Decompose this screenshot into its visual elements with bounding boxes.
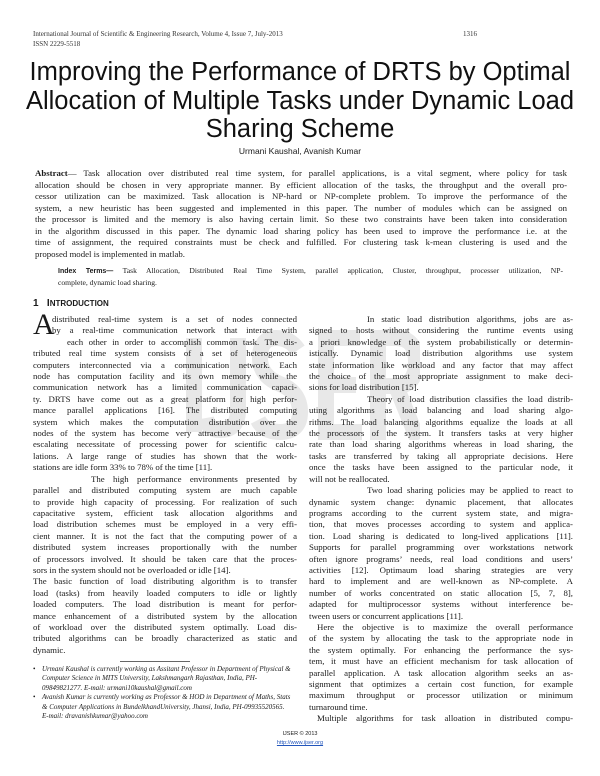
paragraph — [33, 308, 297, 474]
section-number: 1 — [33, 298, 39, 309]
text-line: dynamic. — [33, 644, 66, 655]
text-line: a priori knowledge of the system probabilistically or determin- — [309, 336, 573, 347]
text-line: lations. A large range of studies has shown that the work- — [33, 450, 297, 461]
abstract-line: proposed model is implemented in matlab. — [35, 248, 186, 259]
paragraph — [309, 713, 573, 724]
abstract-line: in the algorithm discussed in this paper. The dynamic load sharing policy has been used to improve the performance i.e. at the — [35, 225, 567, 236]
paragraph — [309, 394, 573, 485]
text-line: adapted for multiprocessor systems without interference be- — [309, 599, 573, 610]
text-line: loaded computers. The load distribution is meant for perfor- — [33, 599, 297, 610]
paragraph — [309, 485, 573, 622]
text-line: tem, it must have an efficient mechanism for task allocation of — [309, 656, 573, 667]
text-line: tion, that moves processes according to system and applica- — [309, 519, 573, 530]
paper-title — [20, 58, 580, 144]
paragraph — [33, 576, 297, 656]
text-line: the processors of the system. It transfers tasks at very higher — [309, 428, 573, 439]
text-line: load (tasks) from heavily loaded computers to idle or lightly — [33, 587, 297, 598]
text-line: dynamic system change: dynamic placement, that allocates — [309, 496, 573, 507]
index-terms-text: Task Allocation, Distributed Real Time System, parallel application, Cluster, throughput, processer utilization, NP- — [122, 266, 563, 275]
issn: ISSN 2229-5518 — [33, 40, 81, 48]
abstract-line: time of assignment, the required constraints must be check and fulfilled. For clustering task k-mean clustering is used and the — [35, 237, 567, 247]
text-line: will not be reallocated. — [309, 473, 390, 484]
text-line: sors in the system should not be overloaded or idle [14]. — [33, 564, 231, 575]
page-number: 1316 — [463, 30, 477, 38]
text-line: escalating necessitate of processing power for scientific calcu- — [33, 439, 297, 450]
index-terms-line — [58, 266, 563, 278]
text-line: mance parallel applications [16]. The distributed computing — [33, 405, 297, 416]
right-column — [309, 314, 573, 725]
text-line: of processors involved. It should be taken care that the proces- — [33, 553, 297, 564]
section-title: NTRODUCTION — [49, 299, 109, 308]
title-line: Improving the Performance of DRTS by Optimal — [29, 58, 571, 86]
text-line: number of works concentrated on static allocation [5, 7, 8], — [309, 587, 573, 598]
text-line: Two load sharing policies may be applied to react to — [367, 485, 573, 496]
authors: Urmani Kaushal, Avanish Kumar — [238, 146, 362, 156]
footer-link[interactable]: http://www.ijser.org — [276, 740, 324, 746]
text-line: state information like workload and any factor that may affect — [309, 359, 573, 370]
text-line: nodes of the system has become very attractive because of the — [33, 428, 297, 439]
abstract-dash: — — [67, 168, 84, 178]
abstract-line: allocation should be chosen in very appropriate manner. By efficient allocation of the tasks, the throughput and the overall pro- — [35, 179, 567, 190]
abstract-line — [35, 168, 567, 180]
text-line: node has computation facility and its own memory while the — [33, 371, 297, 382]
text-line: ty. DRTS have come out as a great platform for high perfor- — [33, 393, 297, 404]
text-line: tasks are transferred by taking all appropriate decisions. Here — [309, 450, 573, 461]
left-column — [33, 308, 297, 656]
text-line: rate than load sharing algorithms whereas in load sharing, the — [309, 439, 573, 450]
text-line: the choice of the most appropriate assignment to make deci- — [309, 371, 573, 382]
abstract-label: Abstract — [35, 168, 68, 178]
text-line: cient manner. It is not the fact that the computing power of a — [33, 530, 297, 541]
text-line: Multiple algorithms for task alloation in distributed compu- — [317, 713, 573, 724]
text-line: maximum throughput or processor utilization or minimum — [309, 690, 573, 701]
text-line: stations are idle form 33% to 78% of the time [11]. — [33, 462, 213, 473]
footnotes — [33, 665, 291, 721]
text-line: load distribution schemes must be employed in a very effi- — [33, 519, 297, 530]
text-line: parallel application. A task allocation algorithm seeks an as- — [309, 667, 573, 678]
text-line: capacitative system, efficient task allocation algorithms and — [33, 507, 297, 518]
drop-cap: A — [33, 308, 55, 341]
abstract-text: Task allocation over distributed real time system, for parallel applications, is a vital segment, where policy for task — [83, 168, 567, 178]
text-line: uting algorithms as load balancing and load sharing algo- — [309, 405, 573, 416]
paragraph — [309, 314, 573, 394]
text-line: distributed system increases proportionally with the number — [33, 542, 297, 553]
text-line: computers interconnected via a communication network. Each — [33, 359, 297, 370]
title-line: Allocation of Multiple Tasks under Dynamic Load — [25, 86, 575, 115]
text-line: of workload over the distributed system optimally. Load dis- — [33, 621, 297, 632]
bullet-icon: • — [33, 665, 36, 673]
footer-copyright: IJSER © 2013 — [282, 731, 318, 737]
text-line: rithms. The load balancing algorithms equalize the loads at all — [309, 416, 573, 427]
text-line: activities [12]. Optimaum load sharing strategies are very — [309, 564, 573, 575]
footnote-divider — [120, 661, 190, 662]
text-line: parallel and distributed computing system are much capable — [33, 485, 297, 496]
text-line: tributed real time system consists of a set of heterogeneous — [33, 348, 297, 359]
text-line: the system optimally. For enhancing the performance the sys- — [309, 644, 573, 655]
footnote-text: Urmani Kaushal is currently working as Assitant Professor in Department of Physical & Computer Science in MITS University, Lakshmangarh Rajasthan, India, PH-09849821277. E-mail: urmani10kaushal@gmail.com — [42, 665, 291, 692]
text-line: by a real-time communication network that interact with — [52, 325, 297, 336]
text-line: In static load distribution algorithms, jobs are as- — [367, 314, 573, 324]
index-terms-label: Index Terms— — [58, 268, 114, 275]
paragraph — [309, 622, 573, 713]
paragraph — [33, 474, 297, 577]
text-line: istically. Dynamic load distribution algorithms use system — [309, 348, 573, 359]
footer-link-wrap — [0, 740, 600, 747]
abstract-line: system, a new heuristic has been suggested and implemented in this paper. The number of modules which can be assigned on — [35, 202, 567, 213]
text-line: to provide high capacity of processing. For realization of such — [33, 496, 297, 507]
section-initial: I — [46, 298, 50, 309]
text-line: signment that optimizes a certain cost function, for example — [309, 679, 573, 689]
index-terms-line: complete, dynamic load sharing. — [58, 277, 157, 287]
abstract — [35, 168, 567, 260]
text-line: often ignore programs’ needs, real load conditions and users’ — [309, 553, 573, 564]
text-line: Here the objective is to maximize the overall performance — [317, 621, 573, 632]
text-line: sions for load distribution [15]. — [309, 382, 419, 393]
text-line: once the tasks have been assigned to the particular node, it — [309, 462, 573, 473]
text-line: turnaround time. — [309, 701, 368, 712]
text-line: tion. Load sharing is dedicated to long-lived applications [11]. — [309, 530, 573, 541]
text-line: communication network has a limited communication capaci- — [33, 382, 297, 393]
text-line: Supports for parallel programming over workstations network — [309, 542, 573, 553]
text-line: system which makes the computation distribution over the — [33, 416, 297, 427]
text-line: tween users or concurrent applications [11]. — [309, 610, 464, 621]
text-line: signed to hosts without considering the runtime events using — [309, 325, 573, 336]
footnote-text: Avanish Kumar is currently working as Professor & HOD in Department of Maths, Stats & Computer Applications in BundelkhandUniversity, Jhansi, India, PH-09935520565. E-mail: dravanishkumar@yahoo.com — [42, 693, 291, 721]
text-line: programs according to the current system state, and migra- — [309, 507, 573, 518]
bullet-icon: • — [33, 693, 36, 702]
title-line: Sharing Scheme — [205, 115, 395, 143]
abstract-line: cessor utilization can be maximized. Task allocation is NP-hard or NP-complete problem. To improve the performance of the — [35, 191, 567, 201]
text-line: hard to implement and are well-known as NP-complete. A — [309, 576, 573, 587]
abstract-line: the processor is limited and the memory is also having certain limit. So these two constraints have been taken into consideration — [35, 214, 567, 224]
text-line: mance enhancement of a distributed system by the allocation — [33, 610, 297, 621]
text-line: The high performance environments presented by — [91, 473, 297, 484]
text-line: The basic function of load distributing algorithm is to transfer — [33, 576, 297, 587]
footnote — [33, 693, 291, 721]
journal-header: International Journal of Scientific & Engineering Research, Volume 4, Issue 7, July-2013 — [33, 30, 283, 38]
footnote — [33, 665, 291, 693]
text-line: Theory of load distribution classifies the load distrib- — [367, 393, 573, 404]
index-terms — [58, 266, 563, 288]
text-line: each other in order to accomplish common task. The dis- — [67, 336, 297, 347]
text-line: distributed real-time system is a set of nodes connected — [52, 314, 297, 324]
text-line: of the system by allocating the task to the appropriate node in — [309, 633, 573, 644]
text-line: tributed algorithms can be broadly characterized as static and — [33, 633, 297, 644]
